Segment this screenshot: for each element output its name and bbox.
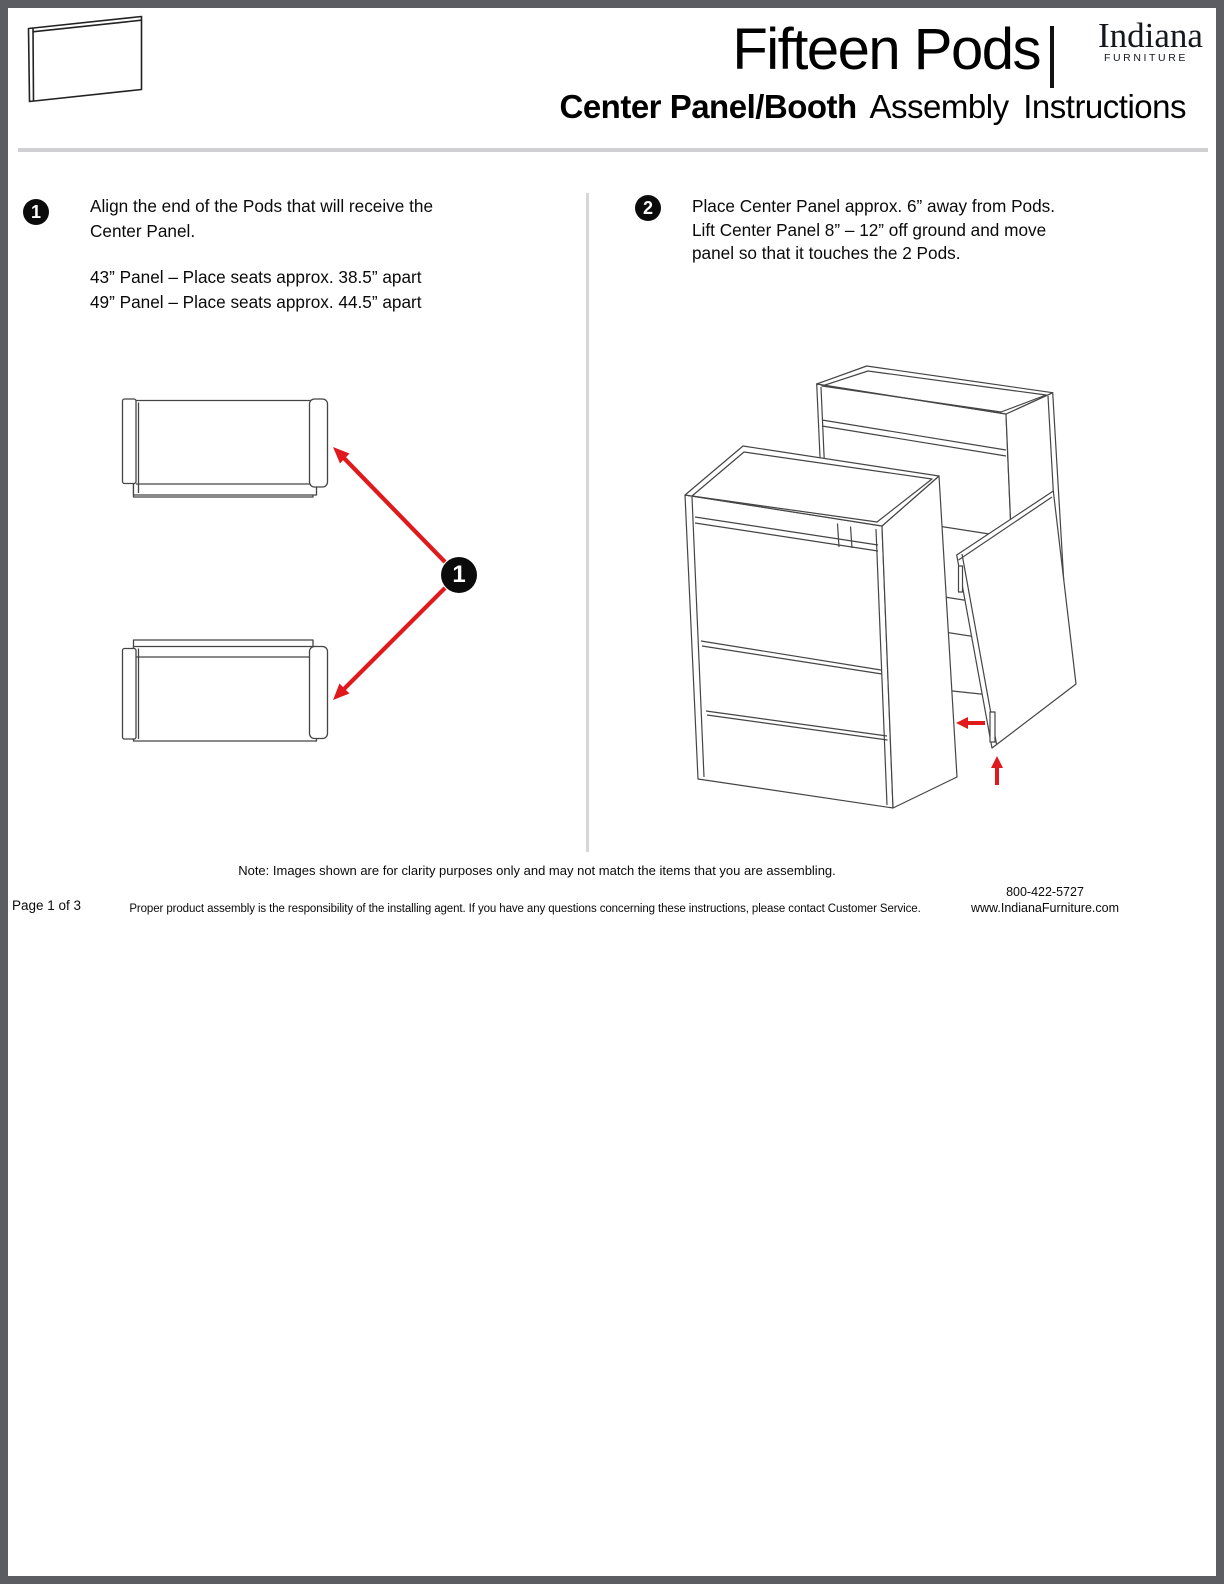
pods-assembly-3d-diagram	[640, 340, 1200, 840]
subtitle-bold: Center Panel/Booth	[559, 88, 857, 125]
brand-subname: FURNITURE	[1103, 52, 1189, 64]
subtitle-rest: Assembly Instructions	[856, 88, 1186, 125]
red-arrow-lift-up	[991, 756, 1003, 785]
column-divider	[586, 193, 589, 852]
header-rule	[18, 148, 1208, 152]
step-1-line: 43” Panel – Place seats approx. 38.5” apart	[90, 267, 422, 287]
footer-note: Note: Images shown are for clarity purposes only and may not match the items that you are assembling.	[238, 863, 836, 878]
step-1-line: Center Panel.	[90, 220, 196, 241]
brand-logo	[1098, 16, 1203, 64]
front-pod-drawing	[685, 446, 957, 808]
red-arrow-to-bottom-pod	[333, 588, 445, 700]
diagram-callout-1: 1	[441, 557, 477, 593]
contact-website: www.IndianaFurniture.com	[971, 900, 1119, 915]
contact-phone: 800-422-5727	[1006, 885, 1084, 899]
footer-disclaimer: Proper product assembly is the responsibility of the installing agent. If you have any questions concerning these instructions, please contact Customer Service.	[129, 903, 921, 915]
step-2-line: Lift Center Panel 8” – 12” off ground and move	[692, 219, 1047, 240]
page-subtitle	[0, 88, 1186, 126]
footer-contact	[965, 885, 1125, 916]
page-title: Fifteen Pods	[732, 17, 1040, 82]
step-2-text	[692, 195, 1132, 266]
step-1-line: 49” Panel – Place seats approx. 44.5” apart	[90, 291, 422, 312]
brand-name: Indiana	[1098, 16, 1203, 55]
step-2-badge: 2	[635, 195, 661, 221]
red-arrow-move-left	[956, 717, 985, 729]
step-2-line: panel so that it touches the 2 Pods.	[692, 243, 961, 263]
step-1-badge: 1	[23, 199, 49, 225]
step-1-text	[90, 194, 510, 314]
step-1-line: Align the end of the Pods that will receive the	[90, 196, 434, 216]
brand-divider-bar	[1050, 26, 1054, 88]
red-arrow-to-top-pod	[333, 447, 445, 562]
page-indicator: Page 1 of 3	[12, 898, 82, 913]
step-2-line: Place Center Panel approx. 6” away from Pods.	[692, 196, 1056, 216]
